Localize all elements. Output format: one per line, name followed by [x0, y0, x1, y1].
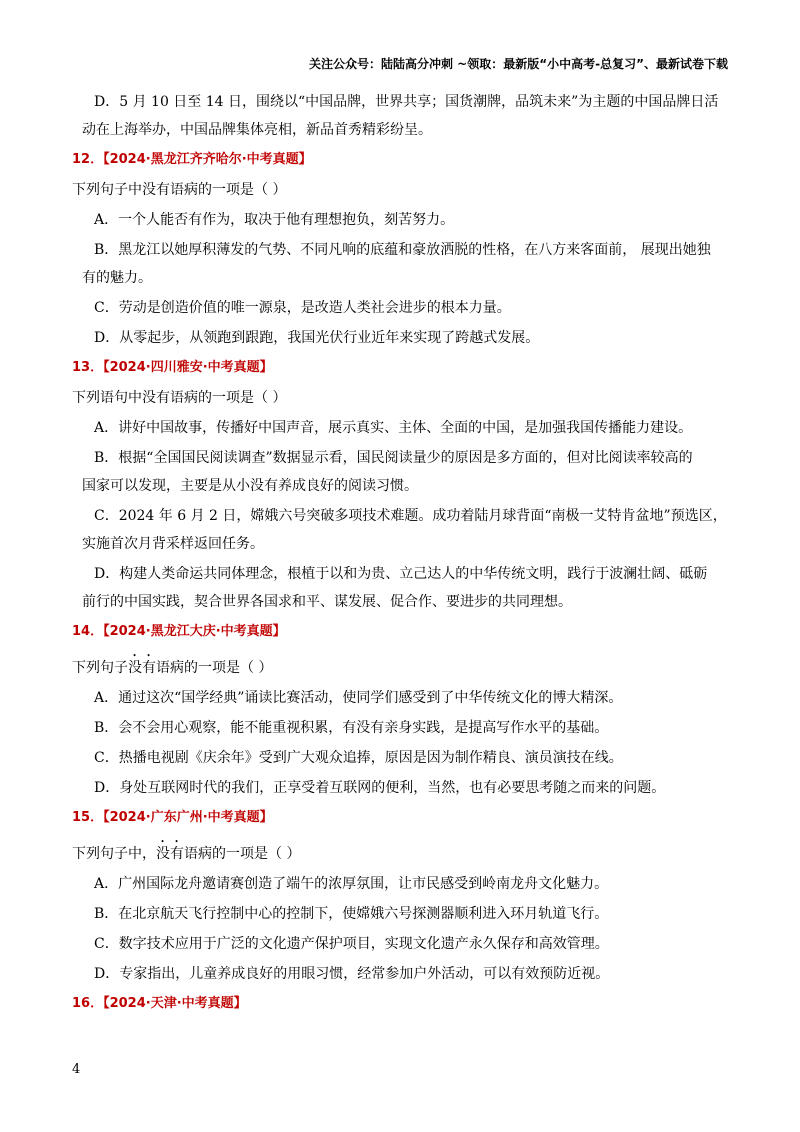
- option-line: C．数字技术应用于广泛的文化遗产保护项目，实现文化遗产永久保存和高效管理。: [94, 936, 609, 952]
- option-continuation: 实施首次月背采样返回任务。: [82, 536, 264, 552]
- document-body: [72, 92, 732, 1024]
- option-line: A．讲好中国故事，传播好中国声音，展示真实、主体、全面的中国，是加强我国传播能力建设。: [94, 420, 693, 436]
- question-stem: 下列句子中没有语病的一项是（ ）: [72, 182, 287, 198]
- option-line: D．从零起步，从领跑到跟跑，我国光伏行业近年来实现了跨越式发展。: [94, 330, 540, 346]
- emphasis-dotted-text: 没有: [156, 846, 184, 862]
- stem-text: 下列句子中，: [72, 846, 156, 862]
- option-line: A．通过这次“国学经典”诵读比赛活动，使同学们感受到了中华传统文化的博大精深。: [94, 690, 623, 706]
- question-stem: 下列语句中没有语病的一项是（ ）: [72, 390, 287, 406]
- emphasis-dotted-text: 没有: [128, 660, 156, 676]
- stem-text: 下列句子: [72, 660, 128, 676]
- question-stem: [72, 838, 732, 864]
- option-line: C．热播电视剧《庆余年》受到广大观众追捧，原因是因为制作精良、演员演技在线。: [94, 750, 623, 766]
- option-line: C．劳动是创造价值的唯一源泉，是改造人类社会进步的根本力量。: [94, 300, 511, 316]
- option-continuation: 有的魅力。: [82, 270, 152, 286]
- option-line: D．5 月 10 日至 14 日，围绕以“中国品牌，世界共享；国货潮牌，品筑未来”为主题的中国品牌日活: [94, 94, 719, 110]
- option-line: A．一个人能否有作为，取决于他有理想抱负，刻苦努力。: [94, 212, 455, 228]
- option-line: B．黑龙江以她厚积薄发的气势、不同凡响的底蕴和豪放洒脱的性格，在八方来客面前， 展现出她独: [94, 242, 711, 258]
- page-header: 关注公众号：陆陆高分冲刺 ~领取：最新版“小中高考-总复习”、最新试卷下载: [309, 57, 728, 71]
- option-line: D．专家指出，儿童养成良好的用眼习惯，经常参加户外活动，可以有效预防近视。: [94, 966, 610, 982]
- question-heading-12: 12．【2024·黑龙江齐齐哈尔·中考真题】: [72, 152, 312, 167]
- question-heading-13: 13．【2024·四川雅安·中考真题】: [72, 360, 273, 375]
- option-continuation: 国家可以发现，主要是从小没有养成良好的阅读习惯。: [82, 478, 418, 494]
- question-heading-14: 14．【2024·黑龙江大庆·中考真题】: [72, 624, 286, 639]
- option-line: B．根据“全国国民阅读调查”数据显示看，国民阅读量少的原因是多方面的，但对比阅读率较高的: [94, 450, 693, 466]
- option-continuation: 前行的中国实践，契合世界各国求和平、谋发展、促合作、要进步的共同理想。: [82, 594, 572, 610]
- option-line: B．会不会用心观察，能不能重视积累，有没有亲身实践，是提高写作水平的基础。: [94, 720, 609, 736]
- option-line: A．广州国际龙舟邀请赛创造了端午的浓厚氛围，让市民感受到岭南龙舟文化魅力。: [94, 876, 609, 892]
- page-number: 4: [72, 1062, 81, 1077]
- stem-text: 语病的一项是（ ）: [156, 660, 273, 676]
- question-heading-16: 16．【2024·天津·中考真题】: [72, 996, 247, 1011]
- stem-text: 语病的一项是（ ）: [184, 846, 301, 862]
- option-continuation: 动在上海举办，中国品牌集体亮相，新品首秀精彩纷呈。: [82, 122, 432, 138]
- option-line: D．身处互联网时代的我们，正享受着互联网的便利，当然，也有必要思考随之而来的问题。: [94, 780, 666, 796]
- question-heading-15: 15．【2024·广东广州·中考真题】: [72, 810, 273, 825]
- option-line: D．构建人类命运共同体理念，根植于以和为贵、立己达人的中华传统文明，践行于波澜壮阔、砥砺: [94, 566, 708, 582]
- question-stem: [72, 652, 732, 678]
- option-line: B．在北京航天飞行控制中心的控制下，使嫦娥六号探测器顺利进入环月轨道飞行。: [94, 906, 609, 922]
- option-line: C．2024 年 6 月 2 日，嫦娥六号突破多项技术难题。成功着陆月球背面“南极一艾特肯盆地”预选区，: [94, 508, 727, 524]
